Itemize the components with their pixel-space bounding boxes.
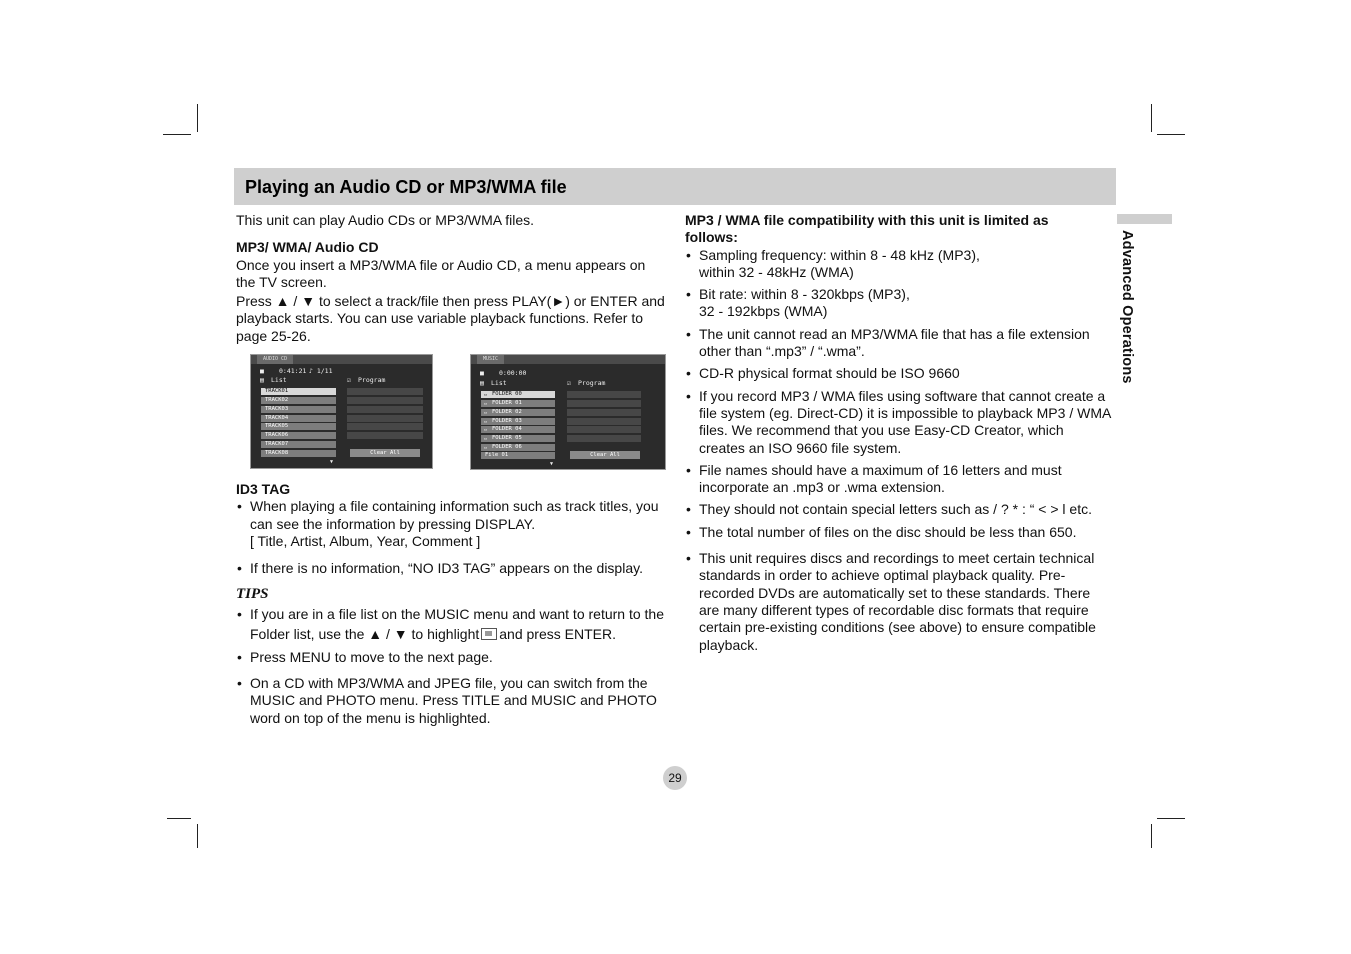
id3-fields: [ Title, Artist, Album, Year, Comment ] bbox=[250, 532, 481, 549]
crop-mark bbox=[167, 818, 191, 819]
folder-icon: ▭ bbox=[484, 401, 488, 407]
id3-bullet-text: • When playing a file containing information such as track titles, you can see the information by pressing DISPLAY. bbox=[250, 498, 659, 532]
program-slot bbox=[347, 415, 423, 422]
crop-mark bbox=[1151, 824, 1152, 848]
list-label: List bbox=[271, 376, 287, 384]
bullet-text: • They should not contain special letters such as / ? * : “ < > l etc. bbox=[699, 501, 1092, 518]
bullet-text: • Bit rate: within 8 - 320kbps (MP3), bbox=[699, 286, 910, 303]
list-item[interactable]: TRACK04 bbox=[261, 415, 336, 422]
program-slot bbox=[567, 426, 641, 433]
program-slot bbox=[347, 406, 423, 413]
list-item[interactable]: TRACK03 bbox=[261, 406, 336, 413]
compatibility-bullet bbox=[685, 550, 1113, 654]
folder-icon: ▭ bbox=[484, 392, 488, 398]
folder-item[interactable]: FOLDER 05 bbox=[481, 435, 555, 442]
folder-item[interactable]: FOLDER 03 bbox=[481, 418, 555, 425]
program-slot bbox=[347, 397, 423, 404]
list-item[interactable]: TRACK08 bbox=[261, 450, 336, 457]
program-slot bbox=[567, 391, 641, 398]
folder-icon: ▭ bbox=[484, 436, 488, 442]
left-column-bottom bbox=[236, 481, 668, 727]
audio-paragraph-2 bbox=[236, 293, 668, 345]
page-number: 29 bbox=[663, 766, 687, 790]
id3-heading: ID3 TAG bbox=[236, 481, 291, 497]
intro-text: This unit can play Audio CDs or MP3/WMA files. bbox=[236, 212, 534, 228]
program-slot bbox=[347, 432, 423, 439]
folder-up-icon bbox=[481, 628, 497, 640]
crop-mark bbox=[197, 104, 198, 132]
bullet-text: • CD-R physical format should be ISO 9660 bbox=[699, 365, 960, 382]
folder-icon: ▭ bbox=[484, 419, 488, 425]
crop-mark bbox=[1157, 818, 1185, 819]
playback-time: 0:41:21 bbox=[279, 367, 307, 375]
file-item[interactable]: File 01 bbox=[481, 452, 555, 459]
program-label: Program bbox=[578, 379, 606, 387]
id3-bullet bbox=[236, 560, 668, 577]
play-icon: ► bbox=[551, 293, 566, 310]
crop-mark bbox=[197, 824, 198, 848]
tip-text: If you are in a file list on the MUSIC menu and want to return to the Folder list, use the ▲ / ▼ to highlight bbox=[250, 605, 664, 642]
compatibility-bullet bbox=[685, 365, 1113, 382]
list-item[interactable]: TRACK02 bbox=[261, 397, 336, 404]
program-slot bbox=[567, 418, 641, 425]
compatibility-bullet bbox=[685, 286, 1113, 321]
audio-paragraph-1: Once you insert a MP3/WMA file or Audio CD, a menu appears on the TV screen. bbox=[236, 256, 646, 290]
folder-item[interactable]: FOLDER 04 bbox=[481, 426, 555, 433]
tip-bullet bbox=[236, 675, 668, 727]
side-tab bbox=[1117, 214, 1172, 224]
playback-time: 0:00:00 bbox=[499, 369, 527, 377]
bullet-text: • File names should have a maximum of 16 letters and must incorporate an .mp3 or .wma extension. bbox=[699, 461, 1062, 496]
tips-heading: TIPS bbox=[236, 586, 269, 603]
bullet-text: • Sampling frequency: within 8 - 48 kHz (MP3), bbox=[699, 246, 980, 263]
crop-mark bbox=[1151, 104, 1152, 132]
program-slot bbox=[347, 423, 423, 430]
bullet-text: • This unit requires discs and recordings to meet certain technical standards in order to achieve optimal playback quality. Pre-recorded DVDs are automatically set to these standards. There are many different types of recordable disc formats that require certain pre-existing conditions (see above) to ensure compatible playback. bbox=[699, 550, 1096, 653]
folder-item[interactable]: FOLDER 00 bbox=[481, 391, 555, 398]
bullet-text: • The unit cannot read an MP3/WMA file that has a file extension other than “.mp3” / “.wma”. bbox=[699, 325, 1090, 360]
tip-text: and press ENTER. bbox=[499, 625, 616, 642]
compatibility-bullet bbox=[685, 462, 1113, 497]
id3-bullet-text: • If there is no information, “NO ID3 TAG” appears on the display. bbox=[250, 560, 643, 577]
folder-item[interactable]: FOLDER 06 bbox=[481, 444, 555, 451]
list-item[interactable]: TRACK06 bbox=[261, 432, 336, 439]
right-column bbox=[685, 212, 1113, 654]
program-icon: ☑ bbox=[347, 376, 351, 384]
screen-tab-bar bbox=[251, 355, 432, 364]
list-label: List bbox=[491, 379, 507, 387]
stop-icon: ■ bbox=[480, 369, 484, 377]
program-slot bbox=[567, 435, 641, 442]
compatibility-bullet bbox=[685, 524, 1113, 541]
program-icon: ☑ bbox=[567, 379, 571, 387]
list-item[interactable]: TRACK07 bbox=[261, 441, 336, 448]
bullet-text: • If you record MP3 / WMA files using software that cannot create a file system (eg. Direct-CD) it is impossible to playback MP3 / WMA files. We recommend that you use Easy-CD Creator, which creates an ISO 9660 file system. bbox=[699, 387, 1111, 456]
tip-bullet bbox=[236, 604, 668, 644]
track-counter: ♪ 1/11 bbox=[309, 367, 333, 375]
screen-tab: AUDIO CD bbox=[257, 355, 293, 364]
list-icon: ▤ bbox=[480, 379, 484, 387]
folder-item[interactable]: FOLDER 02 bbox=[481, 409, 555, 416]
list-icon: ▤ bbox=[260, 376, 264, 384]
folder-item[interactable]: FOLDER 01 bbox=[481, 400, 555, 407]
list-item[interactable]: TRACK01 bbox=[261, 388, 336, 395]
title-bar bbox=[234, 168, 1116, 205]
scroll-down-icon: ▼ bbox=[330, 459, 334, 465]
program-slot bbox=[347, 388, 423, 395]
program-slot bbox=[567, 400, 641, 407]
folder-icon: ▭ bbox=[484, 410, 488, 416]
tip-bullet bbox=[236, 649, 668, 666]
audio-cd-screen bbox=[250, 354, 433, 469]
compatibility-bullet bbox=[685, 388, 1113, 457]
clear-all-button[interactable]: Clear All bbox=[570, 451, 640, 459]
crop-mark bbox=[1157, 134, 1185, 135]
bullet-text: • The total number of files on the disc should be less than 650. bbox=[699, 523, 1077, 540]
bullet-text: within 32 - 48kHz (WMA) bbox=[699, 263, 854, 280]
compatibility-heading: MP3 / WMA file compatibility with this unit is limited as follows: bbox=[685, 212, 1049, 246]
program-slot bbox=[567, 409, 641, 416]
compatibility-bullet bbox=[685, 326, 1113, 361]
list-item[interactable]: TRACK05 bbox=[261, 423, 336, 430]
music-screen bbox=[470, 354, 666, 470]
left-column-top bbox=[236, 212, 668, 345]
audio-paragraph-2-a: Press ▲ / ▼ to select a track/file then press PLAY( bbox=[236, 293, 552, 310]
bullet-text: 32 - 192kbps (WMA) bbox=[699, 303, 828, 320]
program-label: Program bbox=[358, 376, 386, 384]
tip-text: • On a CD with MP3/WMA and JPEG file, you can switch from the MUSIC and PHOTO menu. Press TITLE and MUSIC and PHOTO word on top of the menu is highlighted. bbox=[250, 675, 657, 726]
screen-tab-bar bbox=[471, 355, 665, 364]
section-label: Advanced Operations bbox=[1119, 230, 1135, 384]
screen-tab: MUSIC bbox=[477, 355, 504, 364]
page-title: Playing an Audio CD or MP3/WMA file bbox=[245, 177, 567, 197]
folder-icon: ▭ bbox=[484, 427, 488, 433]
folder-icon: ▭ bbox=[484, 445, 488, 451]
clear-all-button[interactable]: Clear All bbox=[350, 449, 420, 457]
compatibility-bullet bbox=[685, 501, 1113, 518]
audio-heading: MP3/ WMA/ Audio CD bbox=[236, 239, 379, 256]
stop-icon: ■ bbox=[260, 367, 264, 375]
scroll-down-icon: ▼ bbox=[550, 461, 554, 467]
crop-mark bbox=[163, 134, 191, 135]
tip-text: • Press MENU to move to the next page. bbox=[250, 648, 493, 665]
audio-paragraph-2-b: ) or ENTER and playback starts. You can use variable playback functions. Refer to page 25-26. bbox=[236, 293, 665, 344]
id3-bullet bbox=[236, 498, 668, 550]
compatibility-bullet bbox=[685, 247, 1113, 282]
